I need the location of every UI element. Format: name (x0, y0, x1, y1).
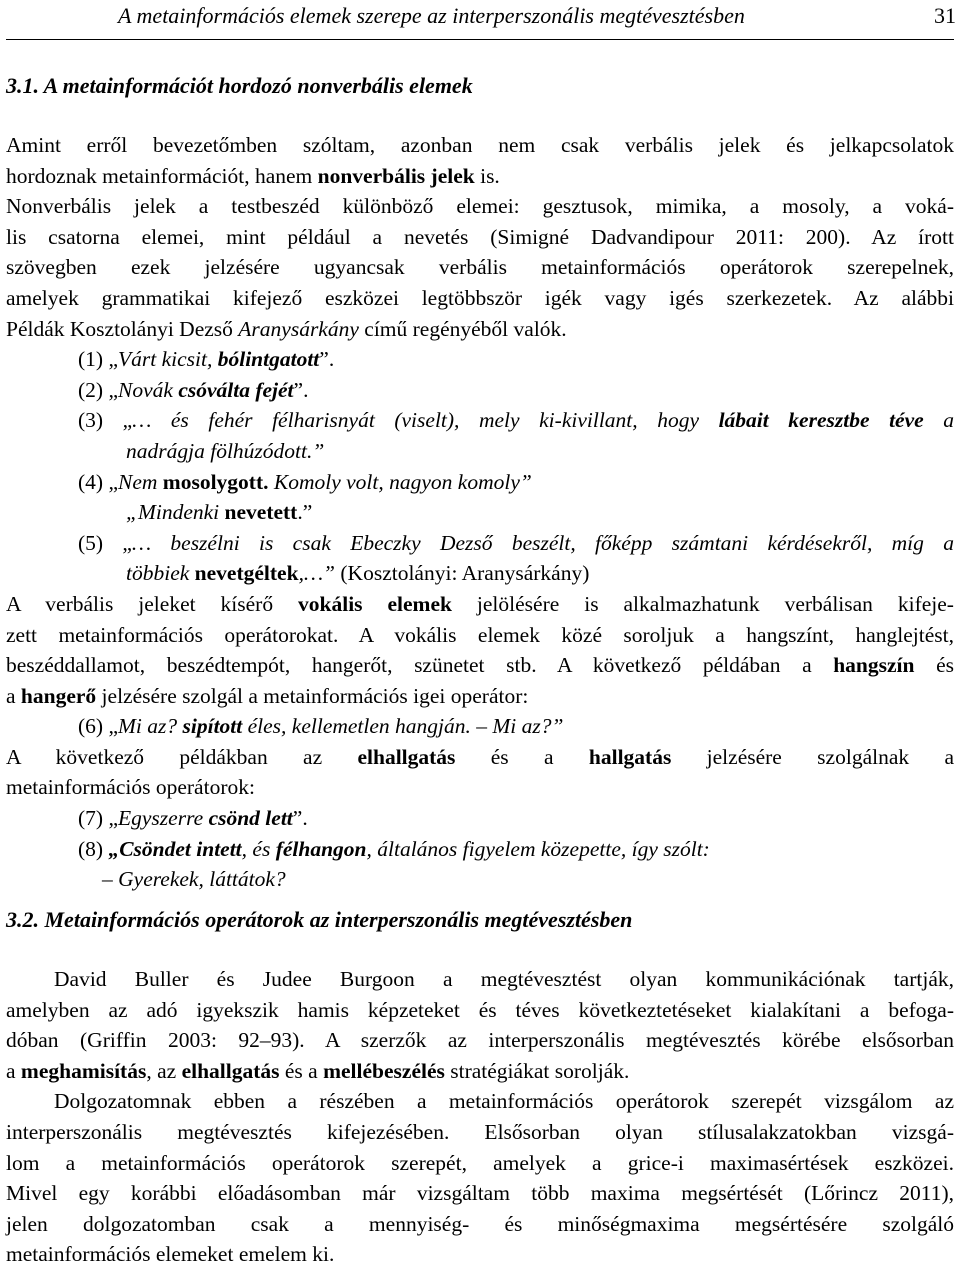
text-run: interperszonális megtévesztés kifejezésében. Elsősorban olyan stílusalakzatokban vizsgá- (6, 1119, 954, 1144)
example-line (6, 803, 954, 834)
text-run: mellébeszélés (323, 1058, 445, 1083)
text-line (6, 283, 954, 314)
text-run: amelyek grammatikai kifejező eszközei legtöbbször igék vagy igés szerkezetek. Az alábbi (6, 285, 954, 310)
text-line (6, 191, 954, 222)
text-run: „Csöndet intett (108, 836, 242, 861)
section-heading-3-2: 3.2. Metainformációs operátorok az interperszonális megtévesztésben (6, 907, 633, 932)
text-run: (4) „ (78, 469, 118, 494)
text-run: nonverbális jelek (317, 163, 475, 188)
section-2-body (6, 964, 954, 1270)
text-run: lábait keresztbe téve (718, 408, 924, 433)
text-run: elhallgatás (357, 744, 456, 769)
example-line (6, 344, 954, 375)
example-line (6, 834, 954, 865)
text-run: ”. (292, 806, 308, 831)
text-run: dóban (Griffin 2003: 92–93). A szerzők az interperszonális megtévesztés körébe elsősorban (6, 1028, 954, 1053)
text-run: A verbális jeleket kísérő (6, 591, 299, 616)
text-line (6, 620, 954, 651)
text-run: jelölésére is alkalmazhatunk verbálisan kifeje- (451, 591, 954, 616)
text-run: és a (279, 1058, 324, 1083)
text-run: jelzésére szolgál a metainformációs igei operátor: (96, 683, 529, 708)
text-run: a (6, 683, 21, 708)
text-run: és (914, 653, 954, 678)
text-line (6, 1148, 954, 1179)
text-run: Példák Kosztolányi Dezső (6, 316, 239, 341)
text-run: nevetett (224, 500, 298, 525)
text-run: és a (455, 744, 589, 769)
text-line (6, 222, 954, 253)
text-run: lom a metainformációs operátorok szerepét, amelyek a grice-i maximasértések eszközei. (6, 1150, 954, 1175)
text-run: nadrágja fölhúzódott.” (126, 438, 325, 463)
text-run: beszéddallamot, beszédtempót, hangerőt, szünetet stb. A következő példában a (6, 653, 834, 678)
text-run: , az (146, 1058, 182, 1083)
text-run: Komoly volt, nagyon komoly” (268, 469, 532, 494)
page-number: 31 (934, 3, 956, 28)
text-run: Nonverbális jelek a testbeszéd különböző elemei: gesztusok, mimika, a mosoly, a voká- (6, 194, 954, 219)
running-title: A metainformációs elemek szerepe az interperszonális megtévesztésben (118, 3, 745, 28)
text-run: a (923, 408, 954, 433)
text-run: Novák (118, 377, 179, 402)
text-run: … beszélni is csak Ebeczky Dezső beszélt, főképp számtani kérdésekről, míg a (131, 530, 954, 555)
text-line (6, 161, 954, 192)
text-run: nevetgéltek (194, 561, 299, 586)
text-run: … és fehér félharisnyát (viselt), mely ki-kivillant, hogy (132, 408, 719, 433)
text-run: (1) „ (78, 347, 118, 372)
text-run: meghamisítás (20, 1058, 147, 1083)
text-run: ”. (293, 377, 309, 402)
text-run: a (6, 1058, 21, 1083)
text-line (6, 589, 954, 620)
text-run: Mi az? (118, 714, 183, 739)
text-run: (6) „ (78, 714, 118, 739)
text-line (6, 1209, 954, 1240)
text-run: című regényéből valók. (358, 316, 567, 341)
text-line (6, 772, 954, 803)
text-run: – Gyerekek, láttátok? (102, 867, 286, 892)
text-run: is. (474, 163, 500, 188)
text-run: (2) „ (78, 377, 118, 402)
text-run: csönd lett (208, 806, 293, 831)
text-run: (7) „ (78, 806, 118, 831)
text-run: bólintgatott (217, 347, 320, 372)
example-line (6, 558, 954, 589)
text-run: jelzésére szolgálnak a (671, 744, 955, 769)
text-run: Egyszerre (118, 806, 209, 831)
text-run: Várt kicsit, (118, 347, 218, 372)
text-run: stratégiákat sorolják. (444, 1058, 630, 1083)
text-run: , és (241, 836, 276, 861)
text-line (6, 1239, 954, 1270)
example-line (6, 528, 954, 559)
example-line (6, 405, 954, 436)
text-line (6, 1086, 954, 1117)
text-run: (3) „ (78, 408, 133, 433)
text-run: elhallgatás (181, 1058, 280, 1083)
text-line (6, 650, 954, 681)
text-run: Nem (118, 469, 163, 494)
text-run: ”. (319, 347, 335, 372)
example-line (6, 467, 954, 498)
text-run: többiek (126, 561, 195, 586)
text-run: Aranysárkány (238, 316, 359, 341)
text-run: éles, kellemetlen hangján. – Mi az?” (242, 714, 564, 739)
text-line (6, 1117, 954, 1148)
text-run: félhangon (275, 836, 367, 861)
text-run: hordoznak metainformációt, hanem (6, 163, 318, 188)
text-run: szövegben ezek jelzésére ugyancsak verbális metainformációs operátorok szerepelnek, (6, 255, 954, 280)
example-line (6, 864, 954, 895)
text-line (6, 252, 954, 283)
text-line (6, 130, 954, 161)
text-run: jelen dolgozatomban csak a mennyiség- és minőségmaxima megsértésére szolgáló (6, 1211, 954, 1236)
text-run: (5) „ (78, 530, 132, 555)
text-run: zett metainformációs operátorokat. A vokális elemek közé soroljuk a hangszínt, hanglejtést, (6, 622, 954, 647)
text-line (6, 995, 954, 1026)
text-run: A következő példákban az (6, 744, 358, 769)
running-header (118, 2, 956, 30)
text-run: (Kosztolányi: Aranysárkány) (335, 561, 590, 586)
text-run: amelyben az adó igyekszik hamis képzeteket és téves következtetéseket kialakítani a befoga- (6, 997, 954, 1022)
text-run: David Buller és Judee Burgoon a megtévesztést olyan kommunikációnak tartják, (54, 967, 954, 991)
text-run: lis csatorna elemei, mint például a nevetés (Simigné Dadvandipour 2011: 200). Az írott (6, 224, 954, 249)
text-run: mosolygott. (162, 469, 269, 494)
text-run: hallgatás (588, 744, 672, 769)
example-line (6, 497, 954, 528)
text-line (6, 1025, 954, 1056)
text-run: metainformációs elemeket emelem ki. (6, 1242, 335, 1267)
text-run: ,…” (298, 561, 336, 586)
text-run: , általános figyelem közepette, így szólt: (366, 836, 710, 861)
header-rule (6, 39, 954, 40)
text-run: metainformációs operátorok: (6, 775, 255, 800)
text-line (6, 1178, 954, 1209)
text-run: vokális elemek (298, 591, 452, 616)
section-1-body (6, 130, 954, 895)
text-run: hangszín (833, 653, 915, 678)
text-run: hangerő (20, 683, 97, 708)
text-run: Dolgozatomnak ebben a részében a metainformációs operátorok szerepét vizsgálom az (54, 1089, 954, 1114)
section-heading-3-1: 3.1. A metainformációt hordozó nonverbális elemek (6, 73, 473, 98)
text-line (6, 314, 954, 345)
example-line (6, 375, 954, 406)
text-run: csóválta fejét (178, 377, 294, 402)
text-run: Mivel egy korábbi előadásomban már vizsgáltam több maxima megsértését (Lőrincz 2011), (6, 1181, 954, 1206)
text-line (6, 742, 954, 773)
text-run: (8) (78, 836, 109, 861)
text-run: sipított (182, 714, 243, 739)
example-line (6, 436, 954, 467)
text-line (6, 1056, 954, 1087)
text-run: Amint erről bevezetőmben szóltam, azonban nem csak verbális jelek és jelkapcsolatok (6, 133, 954, 157)
example-line (6, 711, 954, 742)
text-run: .” (297, 500, 313, 525)
text-run: „Mindenki (126, 500, 225, 525)
text-line (6, 681, 954, 712)
text-line (6, 964, 954, 995)
